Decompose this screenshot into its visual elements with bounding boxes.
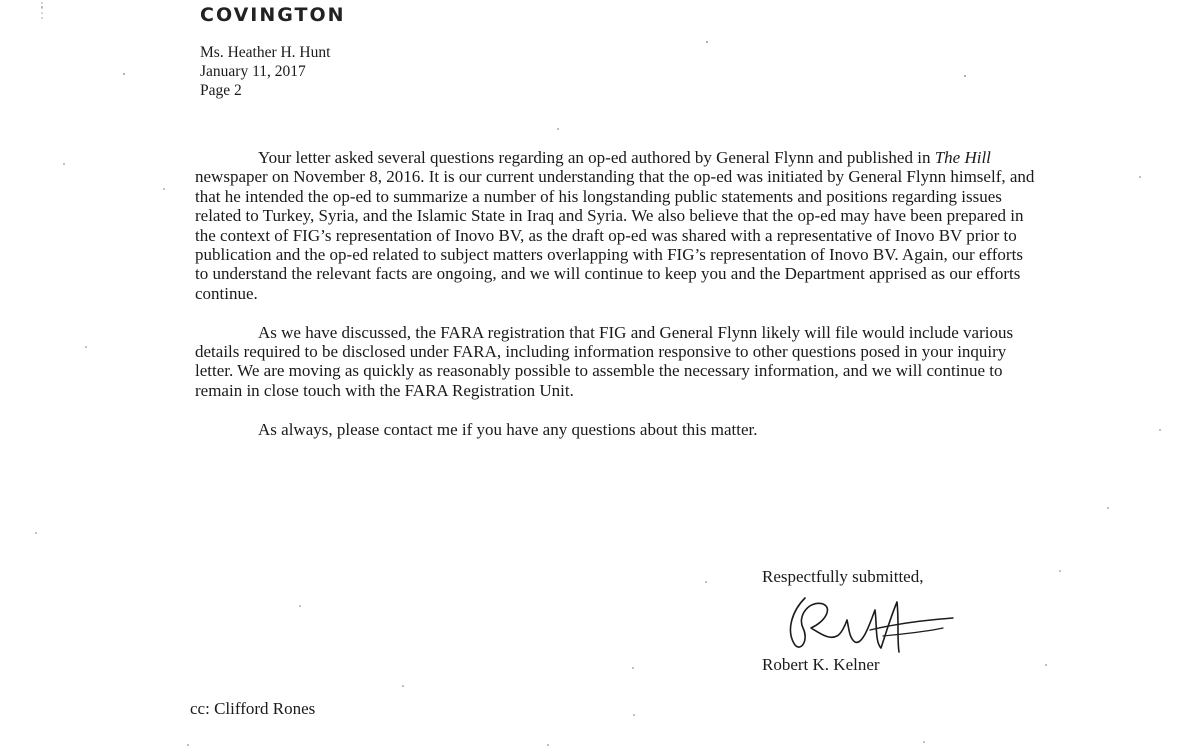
paragraph-contact: As always, please contact me if you have any questions about this matter. <box>258 419 758 439</box>
cc-line: cc: Clifford Rones <box>190 699 316 718</box>
signer-name: Robert K. Kelner <box>762 655 880 674</box>
letterhead-firm-name: COVINGTON <box>200 4 346 26</box>
paragraph-op-ed-text-start: Your letter asked several questions regarding an op-ed authored by General Flynn and published in <box>258 148 935 167</box>
valediction: Respectfully submitted, <box>762 567 924 586</box>
page-number: Page 2 <box>200 82 242 99</box>
publication-title: The Hill <box>934 148 991 167</box>
paragraph-op-ed-text-end: newspaper on November 8, 2016. It is our current understanding that the op-ed was initiated by General Flynn himself, and that he intended the op-ed to summarize a number of his longstanding public statements and positions regarding issues related to Turkey, Syria, and the Islamic State in Iraq and Syria. We also believe that the op-ed may have been prepared in the context of FIG’s representation of Inovo BV, as the draft op-ed was shared with a representative of Inovo BV prior to publication and the op-ed related to subject matters overlapping with FIG’s representation of Inovo BV. Again, our efforts to understand the relevant facts are ongoing, and we will continue to keep you and the Department apprised as our efforts continue. <box>195 167 1035 303</box>
paragraph-op-ed <box>195 148 1035 303</box>
letter-body <box>195 148 1035 439</box>
recipient-name: Ms. Heather H. Hunt <box>200 44 331 61</box>
signature-image <box>775 590 965 660</box>
letter-header <box>200 43 330 100</box>
letter-date: January 11, 2017 <box>200 63 306 80</box>
paragraph-fara-registration: As we have discussed, the FARA registration that FIG and General Flynn likely will file would include various details required to be disclosed under FARA, including information responsive to other questions posed in your inquiry letter. We are moving as quickly as reasonably possible to assemble the necessary information, and we will continue to remain in close touch with the FARA Registration Unit. <box>195 322 1014 400</box>
